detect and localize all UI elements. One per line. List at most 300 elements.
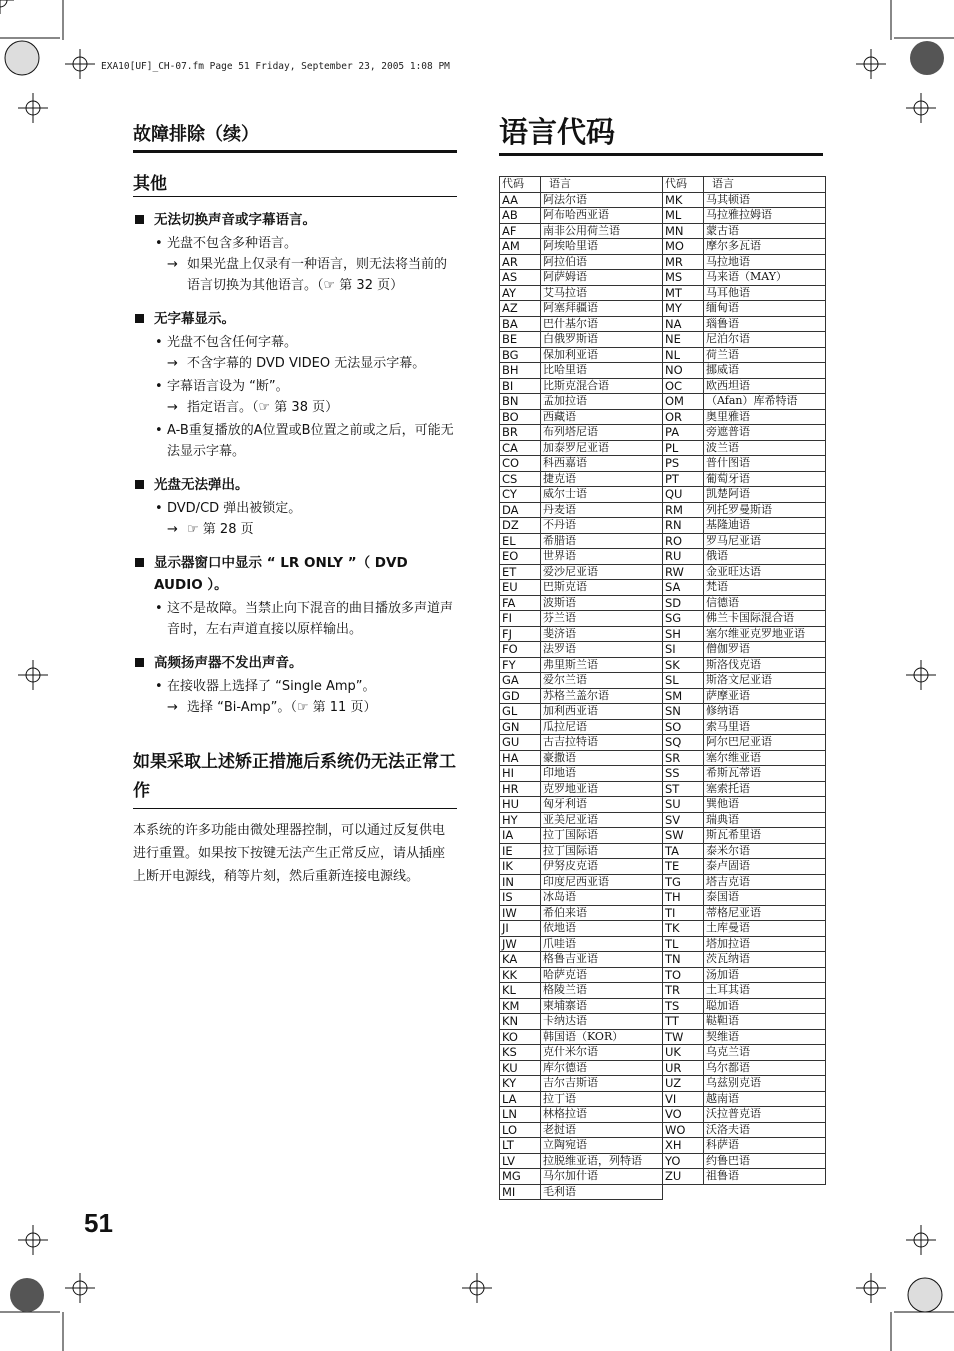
language-code: NL (663, 347, 704, 363)
language-name: 僧伽罗语 (704, 642, 826, 658)
language-name: 阿塞拜疆语 (541, 301, 663, 317)
language-name: 巽他语 (704, 797, 826, 813)
language-name: 乌兹别克语 (704, 1076, 826, 1092)
square-bullet-icon (135, 558, 144, 567)
col-code: 代码 (663, 177, 704, 193)
language-code: SD (663, 595, 704, 611)
language-name: 泰卢固语 (704, 859, 826, 875)
table-row (500, 192, 826, 208)
language-name: 丹麦语 (541, 502, 663, 518)
language-name: 挪威语 (704, 363, 826, 379)
language-name: 保加利亚语 (541, 347, 663, 363)
language-name: 马其顿语 (704, 192, 826, 208)
table-row (500, 533, 826, 549)
problem-item (133, 209, 457, 296)
table-row (500, 394, 826, 410)
remedy-text: 指定语言。（☞ 第 38 页） (187, 400, 339, 415)
language-name: 泰国语 (704, 890, 826, 906)
language-code: MN (663, 223, 704, 239)
language-name: 弗里斯兰语 (541, 657, 663, 673)
language-name: 塞尔维亚克罗地亚语 (704, 626, 826, 642)
language-code: FY (500, 657, 541, 673)
table-row (500, 843, 826, 859)
language-code: NO (663, 363, 704, 379)
language-name: 阿布哈西亚语 (541, 208, 663, 224)
language-name (704, 1184, 826, 1200)
table-row (500, 301, 826, 317)
language-code: MR (663, 254, 704, 270)
language-code: FO (500, 642, 541, 658)
language-code: CS (500, 471, 541, 487)
table-row (500, 1107, 826, 1123)
table-row (500, 270, 826, 286)
table-row (500, 502, 826, 518)
language-name: 修纳语 (704, 704, 826, 720)
cause-text: 字幕语言设为 “断”。 (167, 379, 289, 394)
problem-title (133, 474, 457, 496)
language-name: 基隆迪语 (704, 518, 826, 534)
language-name: 罗马尼亚语 (704, 533, 826, 549)
language-name: 希斯瓦蒂语 (704, 766, 826, 782)
language-name: 缅甸语 (704, 301, 826, 317)
table-row (500, 921, 826, 937)
language-code: AY (500, 285, 541, 301)
language-code: AR (500, 254, 541, 270)
language-name: 印度尼西亚语 (541, 874, 663, 890)
language-code: TR (663, 983, 704, 999)
language-name: 哈萨克语 (541, 967, 663, 983)
language-code: PT (663, 471, 704, 487)
language-code: UK (663, 1045, 704, 1061)
language-code (663, 1184, 704, 1200)
remedy-text: 如果光盘上仅录有一种语言，则无法将当前的语言切换为其他语言。（☞ 第 32 页） (187, 257, 448, 293)
language-name: 林格拉语 (541, 1107, 663, 1123)
language-name: 塔加拉语 (704, 936, 826, 952)
language-name: 鞑靼语 (704, 1014, 826, 1030)
bullet-dot-icon: • (155, 236, 163, 251)
problem-title (133, 652, 457, 674)
language-code: OR (663, 409, 704, 425)
bullet-dot-icon: • (155, 501, 163, 516)
language-name: 沃拉普克语 (704, 1107, 826, 1123)
language-code: QU (663, 487, 704, 503)
language-code: LO (500, 1122, 541, 1138)
table-row (500, 704, 826, 720)
language-name: 吉尔吉斯语 (541, 1076, 663, 1092)
language-name: 梵语 (704, 580, 826, 596)
language-name: 西藏语 (541, 409, 663, 425)
language-code: TI (663, 905, 704, 921)
square-bullet-icon (135, 215, 144, 224)
language-name: 加利西亚语 (541, 704, 663, 720)
table-row (500, 1138, 826, 1154)
language-name: 捷克语 (541, 471, 663, 487)
language-name: 萨摩亚语 (704, 688, 826, 704)
language-name: 巴什基尔语 (541, 316, 663, 332)
table-row (500, 1029, 826, 1045)
cause-item (133, 332, 457, 353)
arrow-right-icon: → (167, 400, 178, 415)
remedy-text: ☞ 第 28 页 (187, 522, 254, 537)
language-code: DA (500, 502, 541, 518)
language-name: 拉丁国际语 (541, 828, 663, 844)
language-code: ST (663, 781, 704, 797)
language-name: 韩国语（KOR） (541, 1029, 663, 1045)
table-row (500, 580, 826, 596)
language-code: CA (500, 440, 541, 456)
table-row (500, 549, 826, 565)
arrow-right-icon: → (167, 257, 178, 272)
language-name: 拉脱维亚语，列特语 (541, 1153, 663, 1169)
language-code: NA (663, 316, 704, 332)
language-name: 亚美尼亚语 (541, 812, 663, 828)
language-code: EO (500, 549, 541, 565)
language-name: 伊努皮克语 (541, 859, 663, 875)
language-code: ET (500, 564, 541, 580)
language-code: IN (500, 874, 541, 890)
table-row (500, 998, 826, 1014)
language-code: JI (500, 921, 541, 937)
table-row (500, 797, 826, 813)
language-code: TW (663, 1029, 704, 1045)
language-code: IS (500, 890, 541, 906)
language-name: 沃洛夫语 (704, 1122, 826, 1138)
language-name: 塔吉克语 (704, 874, 826, 890)
table-row (500, 657, 826, 673)
table-row (500, 332, 826, 348)
cause-text: 在接收器上选择了 “Single Amp”。 (167, 679, 376, 694)
language-name: 祖鲁语 (704, 1169, 826, 1185)
language-name: 瑙鲁语 (704, 316, 826, 332)
language-name: 马来语（MAY） (704, 270, 826, 286)
cause-text: 这不是故障。当禁止向下混音的曲目播放多声道声音时，左右声道直接以原样输出。 (167, 601, 454, 637)
language-name: 斐济语 (541, 626, 663, 642)
problem-title-text: 显示器窗口中显示 “ LR ONLY ”（ DVD AUDIO ）。 (154, 555, 408, 593)
language-name: 毛利语 (541, 1184, 663, 1200)
remedy-item (133, 697, 457, 718)
language-code: SI (663, 642, 704, 658)
language-name: 冰岛语 (541, 890, 663, 906)
language-name: 荷兰语 (704, 347, 826, 363)
language-code: ZU (663, 1169, 704, 1185)
language-name: 波斯语 (541, 595, 663, 611)
language-name: 爱尔兰语 (541, 673, 663, 689)
language-name: 马耳他语 (704, 285, 826, 301)
language-code: TE (663, 859, 704, 875)
language-code: OC (663, 378, 704, 394)
language-code: RM (663, 502, 704, 518)
language-code: UZ (663, 1076, 704, 1092)
language-code: HU (500, 797, 541, 813)
language-code: TO (663, 967, 704, 983)
table-row (500, 409, 826, 425)
table-row (500, 363, 826, 379)
language-code-table (499, 176, 826, 1200)
troubleshooting-column (133, 120, 457, 888)
language-code: HA (500, 750, 541, 766)
language-name: 金亚旺达语 (704, 564, 826, 580)
table-row (500, 456, 826, 472)
language-code: YO (663, 1153, 704, 1169)
language-code: AF (500, 223, 541, 239)
arrow-right-icon: → (167, 522, 178, 537)
language-name: （Afan）库希特语 (704, 394, 826, 410)
language-code: AM (500, 239, 541, 255)
table-row (500, 347, 826, 363)
language-name: 阿埃哈里语 (541, 239, 663, 255)
arrow-right-icon: → (167, 700, 178, 715)
table-row (500, 859, 826, 875)
language-rows (500, 192, 826, 1200)
language-name: 聪加语 (704, 998, 826, 1014)
language-code: SH (663, 626, 704, 642)
language-code: XH (663, 1138, 704, 1154)
language-code: IE (500, 843, 541, 859)
cause-item (133, 598, 457, 640)
language-name: 土耳其语 (704, 983, 826, 999)
remedy-text: 不含字幕的 DVD VIDEO 无法显示字幕。 (187, 356, 426, 371)
language-code: GL (500, 704, 541, 720)
sub-title-other: 其他 (133, 169, 457, 197)
language-name: 俄语 (704, 549, 826, 565)
language-code: CO (500, 456, 541, 472)
language-code: BH (500, 363, 541, 379)
table-row (500, 642, 826, 658)
language-code-title: 语言代码 (499, 110, 823, 156)
language-code: MS (663, 270, 704, 286)
language-name: 尼泊尔语 (704, 332, 826, 348)
language-name: 加泰罗尼亚语 (541, 440, 663, 456)
bullet-dot-icon: • (155, 679, 163, 694)
language-code: VI (663, 1091, 704, 1107)
table-header-row (500, 177, 826, 193)
language-code: TA (663, 843, 704, 859)
language-name: 格陵兰语 (541, 983, 663, 999)
language-code: KM (500, 998, 541, 1014)
language-code: MK (663, 192, 704, 208)
language-code: PS (663, 456, 704, 472)
language-name: 拉丁语 (541, 1091, 663, 1107)
language-name: 蒙古语 (704, 223, 826, 239)
problem-title (133, 552, 457, 596)
language-code: RW (663, 564, 704, 580)
language-name: 立陶宛语 (541, 1138, 663, 1154)
language-name: 爱沙尼亚语 (541, 564, 663, 580)
language-name: 茨瓦纳语 (704, 952, 826, 968)
table-row (500, 1091, 826, 1107)
language-name: 法罗语 (541, 642, 663, 658)
language-name: 爪哇语 (541, 936, 663, 952)
language-code: BG (500, 347, 541, 363)
table-row (500, 487, 826, 503)
language-code: GN (500, 719, 541, 735)
language-code: SW (663, 828, 704, 844)
language-name: 巴斯克语 (541, 580, 663, 596)
remedy-text: 选择 “Bi-Amp”。（☞ 第 11 页） (187, 700, 377, 715)
table-row (500, 936, 826, 952)
language-name: 威尔士语 (541, 487, 663, 503)
language-name: 马拉雅拉姆语 (704, 208, 826, 224)
language-code: KA (500, 952, 541, 968)
language-name: 越南语 (704, 1091, 826, 1107)
language-code: SR (663, 750, 704, 766)
col-code: 代码 (500, 177, 541, 193)
language-name: 波兰语 (704, 440, 826, 456)
language-code: RO (663, 533, 704, 549)
language-code: SV (663, 812, 704, 828)
language-name: 斯洛伐克语 (704, 657, 826, 673)
language-name: 契维语 (704, 1029, 826, 1045)
table-row (500, 828, 826, 844)
language-code: BN (500, 394, 541, 410)
language-name: 依地语 (541, 921, 663, 937)
language-code: PA (663, 425, 704, 441)
table-row (500, 285, 826, 301)
table-row (500, 440, 826, 456)
square-bullet-icon (135, 314, 144, 323)
language-code: GU (500, 735, 541, 751)
language-name: 索马里语 (704, 719, 826, 735)
language-name: 苏格兰盖尔语 (541, 688, 663, 704)
language-name: 土库曼语 (704, 921, 826, 937)
language-name: 塞尔维亚语 (704, 750, 826, 766)
table-row (500, 611, 826, 627)
table-row (500, 812, 826, 828)
language-code: FJ (500, 626, 541, 642)
language-code: TK (663, 921, 704, 937)
table-row (500, 208, 826, 224)
language-code: BO (500, 409, 541, 425)
table-row (500, 471, 826, 487)
language-name: 白俄罗斯语 (541, 332, 663, 348)
language-code: TL (663, 936, 704, 952)
language-name: 老挝语 (541, 1122, 663, 1138)
language-name: 奥里雅语 (704, 409, 826, 425)
language-code: LV (500, 1153, 541, 1169)
table-row (500, 719, 826, 735)
table-row (500, 254, 826, 270)
language-code: KY (500, 1076, 541, 1092)
language-code: BA (500, 316, 541, 332)
language-name: 欧西坦语 (704, 378, 826, 394)
language-name: 斯瓦希里语 (704, 828, 826, 844)
table-row (500, 1153, 826, 1169)
problem-title-text: 高频扬声器不发出声音。 (154, 655, 303, 671)
language-code: SO (663, 719, 704, 735)
language-name: 匈牙利语 (541, 797, 663, 813)
language-code: FI (500, 611, 541, 627)
bullet-dot-icon: • (155, 423, 163, 438)
table-row (500, 626, 826, 642)
language-name: 格鲁吉亚语 (541, 952, 663, 968)
table-row (500, 316, 826, 332)
language-name: 南非公用荷兰语 (541, 223, 663, 239)
table-row (500, 983, 826, 999)
language-name: 豪撒语 (541, 750, 663, 766)
language-code: SG (663, 611, 704, 627)
table-row (500, 239, 826, 255)
language-code: UR (663, 1060, 704, 1076)
language-name: 阿拉伯语 (541, 254, 663, 270)
bullet-dot-icon: • (155, 335, 163, 350)
language-code: BI (500, 378, 541, 394)
language-code: HY (500, 812, 541, 828)
file-header: EXA10[UF]_CH-07.fm Page 51 Friday, September 23, 2005 1:08 PM (101, 61, 450, 72)
language-code: IK (500, 859, 541, 875)
language-name: 普什图语 (704, 456, 826, 472)
language-code: TH (663, 890, 704, 906)
language-name: 希腊语 (541, 533, 663, 549)
cause-text: 光盘不包含多种语言。 (167, 236, 298, 251)
language-name: 希伯来语 (541, 905, 663, 921)
language-name: 泰米尔语 (704, 843, 826, 859)
language-code: TN (663, 952, 704, 968)
table-row (500, 564, 826, 580)
language-code: WO (663, 1122, 704, 1138)
language-name: 约鲁巴语 (704, 1153, 826, 1169)
table-row (500, 952, 826, 968)
language-name: 列托罗曼斯语 (704, 502, 826, 518)
problem-title-text: 无法切换声音或字幕语言。 (154, 212, 316, 228)
language-name: 葡萄牙语 (704, 471, 826, 487)
language-name: 乌尔都语 (704, 1060, 826, 1076)
language-code: TT (663, 1014, 704, 1030)
problem-title (133, 209, 457, 231)
language-name: 克什米尔语 (541, 1045, 663, 1061)
language-code: SN (663, 704, 704, 720)
table-row (500, 781, 826, 797)
language-code: OM (663, 394, 704, 410)
language-name: 信德语 (704, 595, 826, 611)
language-code: SL (663, 673, 704, 689)
cause-item (133, 376, 457, 397)
col-lang: 语言 (704, 177, 826, 193)
language-name: 科萨语 (704, 1138, 826, 1154)
square-bullet-icon (135, 658, 144, 667)
bullet-dot-icon: • (155, 379, 163, 394)
language-name: 卡纳达语 (541, 1014, 663, 1030)
cause-text: 光盘不包含任何字幕。 (167, 335, 298, 350)
language-code: GA (500, 673, 541, 689)
language-code: PL (663, 440, 704, 456)
language-code: KN (500, 1014, 541, 1030)
language-code: HR (500, 781, 541, 797)
table-row (500, 1014, 826, 1030)
table-row (500, 750, 826, 766)
language-name: 不丹语 (541, 518, 663, 534)
language-code: SK (663, 657, 704, 673)
table-row (500, 595, 826, 611)
table-row (500, 688, 826, 704)
problem-item (133, 652, 457, 718)
language-code: NE (663, 332, 704, 348)
language-code: BR (500, 425, 541, 441)
language-name: 科西嘉语 (541, 456, 663, 472)
table-row (500, 874, 826, 890)
problem-title-text: 无字幕显示。 (154, 311, 235, 327)
language-name: 凯楚阿语 (704, 487, 826, 503)
remedy-item (133, 353, 457, 374)
language-name: 蒂格尼亚语 (704, 905, 826, 921)
language-name: 古吉拉特语 (541, 735, 663, 751)
language-code: KS (500, 1045, 541, 1061)
col-lang: 语言 (541, 177, 663, 193)
page-number: 51 (84, 1208, 113, 1238)
language-code: ML (663, 208, 704, 224)
table-row (500, 905, 826, 921)
language-code: MT (663, 285, 704, 301)
language-name: 乌克兰语 (704, 1045, 826, 1061)
